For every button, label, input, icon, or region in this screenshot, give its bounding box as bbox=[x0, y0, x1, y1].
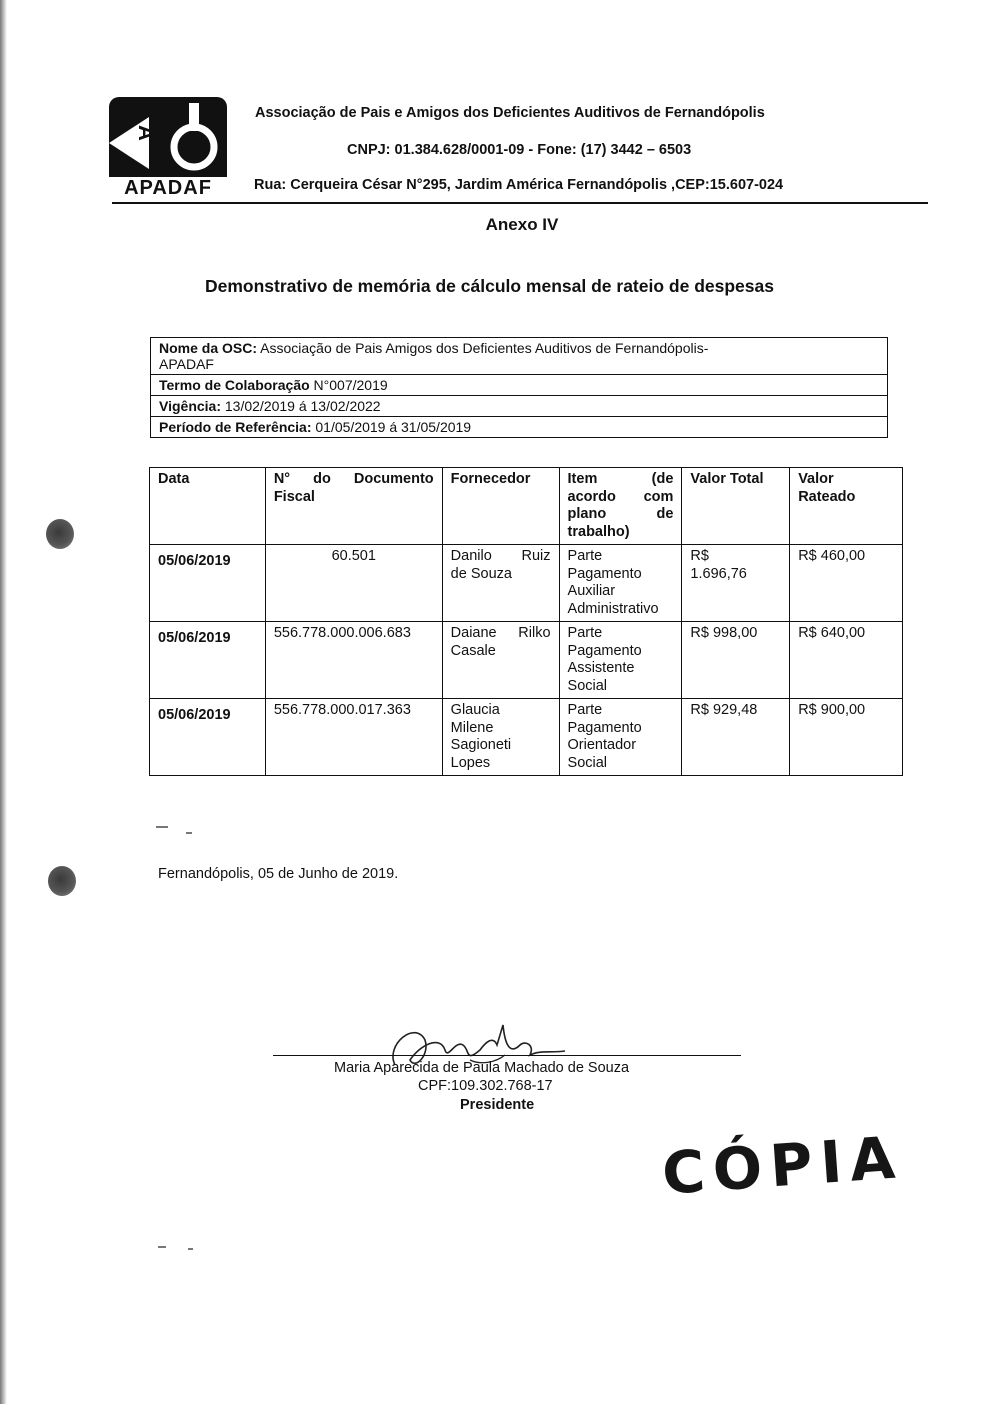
scan-speck bbox=[188, 1248, 193, 1250]
termo-label: Termo de Colaboração bbox=[159, 377, 310, 393]
row-item: Parte Pagamento Assistente Social bbox=[559, 622, 682, 699]
scan-speck bbox=[156, 826, 168, 828]
scan-edge-shadow bbox=[0, 0, 7, 1404]
row-item: Parte Pagamento Auxiliar Administrativo bbox=[559, 545, 682, 622]
apadaf-logo bbox=[107, 97, 227, 197]
periodo-row bbox=[151, 417, 887, 437]
row-fornecedor: Glaucia Milene Sagioneti Lopes bbox=[442, 699, 559, 776]
punch-hole-top bbox=[46, 519, 74, 549]
row-valor-rateado: R$ 900,00 bbox=[790, 699, 903, 776]
table-row bbox=[150, 545, 903, 622]
row-valor-rateado: R$ 460,00 bbox=[790, 545, 903, 622]
org-address: Rua: Cerqueira César N°295, Jardim América Fernandópolis ,CEP:15.607-024 bbox=[254, 177, 784, 193]
vigencia-label: Vigência: bbox=[159, 398, 221, 414]
scan-speck bbox=[186, 832, 192, 834]
row-item: Parte Pagamento Orientador Social bbox=[559, 699, 682, 776]
header-documento: N° do Documento Fiscal bbox=[265, 468, 442, 545]
vigencia-value: 13/02/2019 á 13/02/2022 bbox=[221, 398, 381, 414]
row-doc: 556.778.000.017.363 bbox=[265, 699, 442, 776]
scan-speck bbox=[158, 1246, 166, 1248]
svg-text:A: A bbox=[134, 125, 159, 141]
signatory-name: Maria Aparecida de Paula Machado de Souza bbox=[334, 1060, 630, 1076]
header-fornecedor: Fornecedor bbox=[442, 468, 559, 545]
punch-hole-bottom bbox=[48, 866, 76, 896]
logo-emblem bbox=[109, 97, 227, 177]
annex-title: Anexo IV bbox=[485, 215, 559, 234]
org-name: Associação de Pais e Amigos dos Deficientes Auditivos de Fernandópolis bbox=[255, 105, 765, 121]
vigencia-row bbox=[151, 396, 887, 417]
org-cnpj-phone: CNPJ: 01.384.628/0001-09 - Fone: (17) 3442 – 6503 bbox=[347, 142, 692, 158]
table-row bbox=[150, 622, 903, 699]
row-date: 05/06/2019 bbox=[150, 622, 266, 699]
row-valor-rateado: R$ 640,00 bbox=[790, 622, 903, 699]
signature-line bbox=[273, 1055, 741, 1056]
expense-table bbox=[149, 467, 903, 776]
row-date: 05/06/2019 bbox=[150, 545, 266, 622]
termo-row bbox=[151, 375, 887, 396]
osc-name-value: Associação de Pais Amigos dos Deficientes Auditivos de Fernandópolis- bbox=[257, 340, 709, 356]
periodo-label: Período de Referência: bbox=[159, 419, 312, 435]
osc-name-row bbox=[151, 338, 887, 375]
logo-ear-symbol-icon bbox=[109, 97, 227, 177]
document-subtitle: Demonstrativo de memória de cálculo mensal de rateio de despesas bbox=[205, 276, 774, 296]
header-divider bbox=[112, 202, 928, 204]
place-and-date: Fernandópolis, 05 de Junho de 2019. bbox=[158, 866, 399, 882]
row-doc: 60.501 bbox=[265, 545, 442, 622]
header-valor-rateado: Valor Rateado bbox=[790, 468, 903, 545]
header-item: Item (de acordo com plano de trabalho) bbox=[559, 468, 682, 545]
row-valor-total: R$ 929,48 bbox=[682, 699, 790, 776]
copy-stamp: CÓPIA bbox=[660, 1123, 906, 1208]
table-header-row bbox=[150, 468, 903, 545]
table-row bbox=[150, 699, 903, 776]
row-valor-total: R$ 998,00 bbox=[682, 622, 790, 699]
osc-name-label: Nome da OSC: bbox=[159, 340, 258, 356]
row-fornecedor: Daiane Rilko Casale bbox=[442, 622, 559, 699]
header-valor-total: Valor Total bbox=[682, 468, 790, 545]
row-fornecedor: Danilo Ruiz de Souza bbox=[442, 545, 559, 622]
row-date: 05/06/2019 bbox=[150, 699, 266, 776]
row-valor-total: R$ 1.696,76 bbox=[682, 545, 790, 622]
osc-info-box bbox=[150, 337, 888, 438]
signatory-cpf: CPF:109.302.768-17 bbox=[418, 1078, 553, 1094]
logo-text: APADAF bbox=[124, 177, 212, 199]
periodo-value: 01/05/2019 á 31/05/2019 bbox=[311, 419, 472, 435]
row-doc: 556.778.000.006.683 bbox=[265, 622, 442, 699]
termo-value: N°007/2019 bbox=[309, 377, 388, 393]
header-data: Data bbox=[150, 468, 266, 545]
osc-name-value-cont: APADAF bbox=[159, 356, 214, 372]
signatory-role: Presidente bbox=[460, 1097, 535, 1113]
